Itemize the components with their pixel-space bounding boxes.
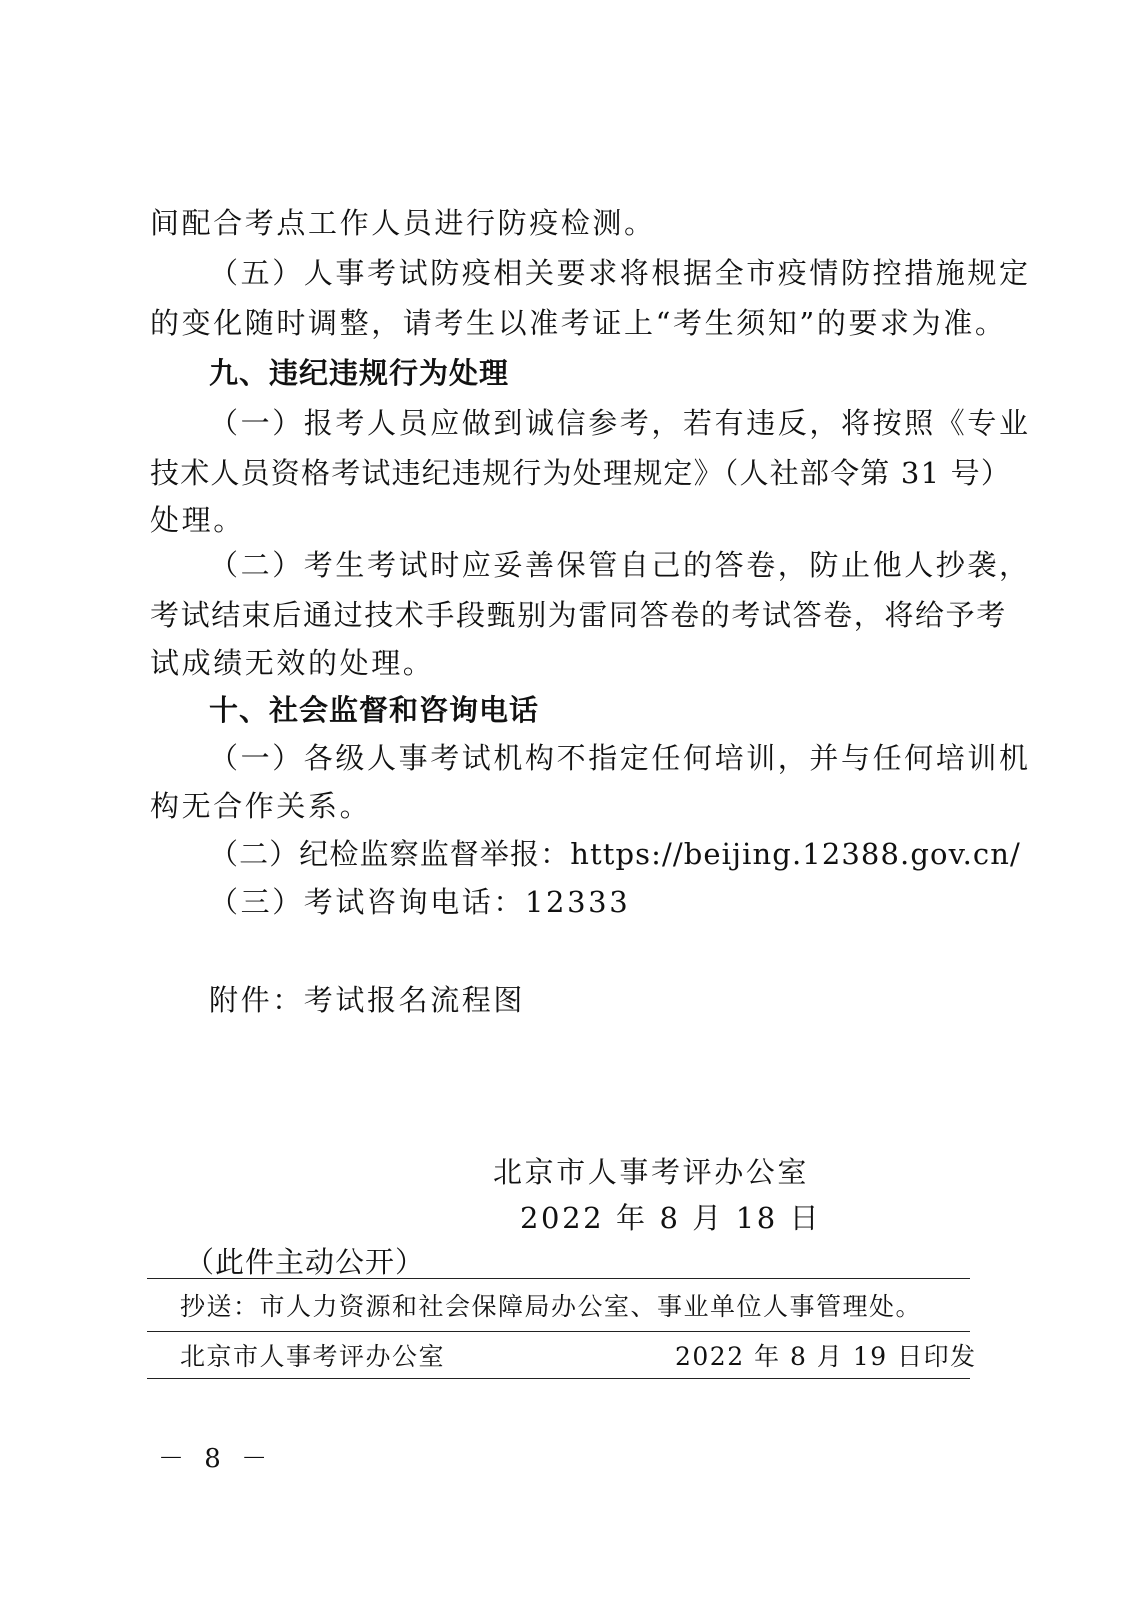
- body-line-6: 技术人员资格考试违纪违规行为处理规定》（人社部令第 31 号）: [150, 456, 1012, 490]
- body-line-2: （五）人事考试防疫相关要求将根据全市疫情防控措施规定: [209, 256, 1031, 290]
- body-line-8: （二）考生考试时应妥善保管自己的答卷，防止他人抄袭，: [209, 548, 1031, 582]
- issuer: 北京市人事考评办公室: [180, 1342, 446, 1371]
- body-line-10: 试成绩无效的处理。: [150, 646, 435, 680]
- body-line-1: 间配合考点工作人员进行防疫检测。: [150, 206, 656, 240]
- phone-line: （三）考试咨询电话：12333: [209, 885, 631, 919]
- body-line-3: 的变化随时调整，请考生以准考证上“考生须知”的要求为准。: [150, 306, 1007, 340]
- body-line-12: （一）各级人事考试机构不指定任何培训，并与任何培训机: [209, 741, 1031, 775]
- issue-date: 2022 年 8 月 19 日印发: [675, 1342, 977, 1371]
- attachment-line: 附件：考试报名流程图: [209, 983, 526, 1017]
- public-note: （此件主动公开）: [185, 1245, 426, 1279]
- signature-org: 北京市人事考评办公室: [493, 1155, 810, 1189]
- report-url-line: （二）纪检监察监督举报：https://beijing.12388.gov.cn/: [209, 837, 1021, 871]
- section-heading-10: 十、社会监督和咨询电话: [209, 693, 540, 727]
- body-line-5: （一）报考人员应做到诚信参考，若有违反，将按照《专业: [209, 406, 1031, 440]
- cc-line: 抄送：市人力资源和社会保障局办公室、事业单位人事管理处。: [180, 1292, 923, 1321]
- body-line-9: 考试结束后通过技术手段甄别为雷同答卷的考试答卷，将给予考: [150, 598, 1007, 632]
- section-heading-9: 九、违纪违规行为处理: [209, 356, 510, 390]
- page-number: － 8 －: [158, 1444, 274, 1474]
- body-line-7: 处理。: [150, 503, 245, 537]
- body-line-13: 构无合作关系。: [150, 789, 372, 823]
- signature-date: 2022 年 8 月 18 日: [520, 1201, 822, 1235]
- footer-rule-top: [147, 1278, 970, 1279]
- footer-rule-bottom: [147, 1378, 970, 1379]
- footer-rule-middle: [147, 1331, 970, 1332]
